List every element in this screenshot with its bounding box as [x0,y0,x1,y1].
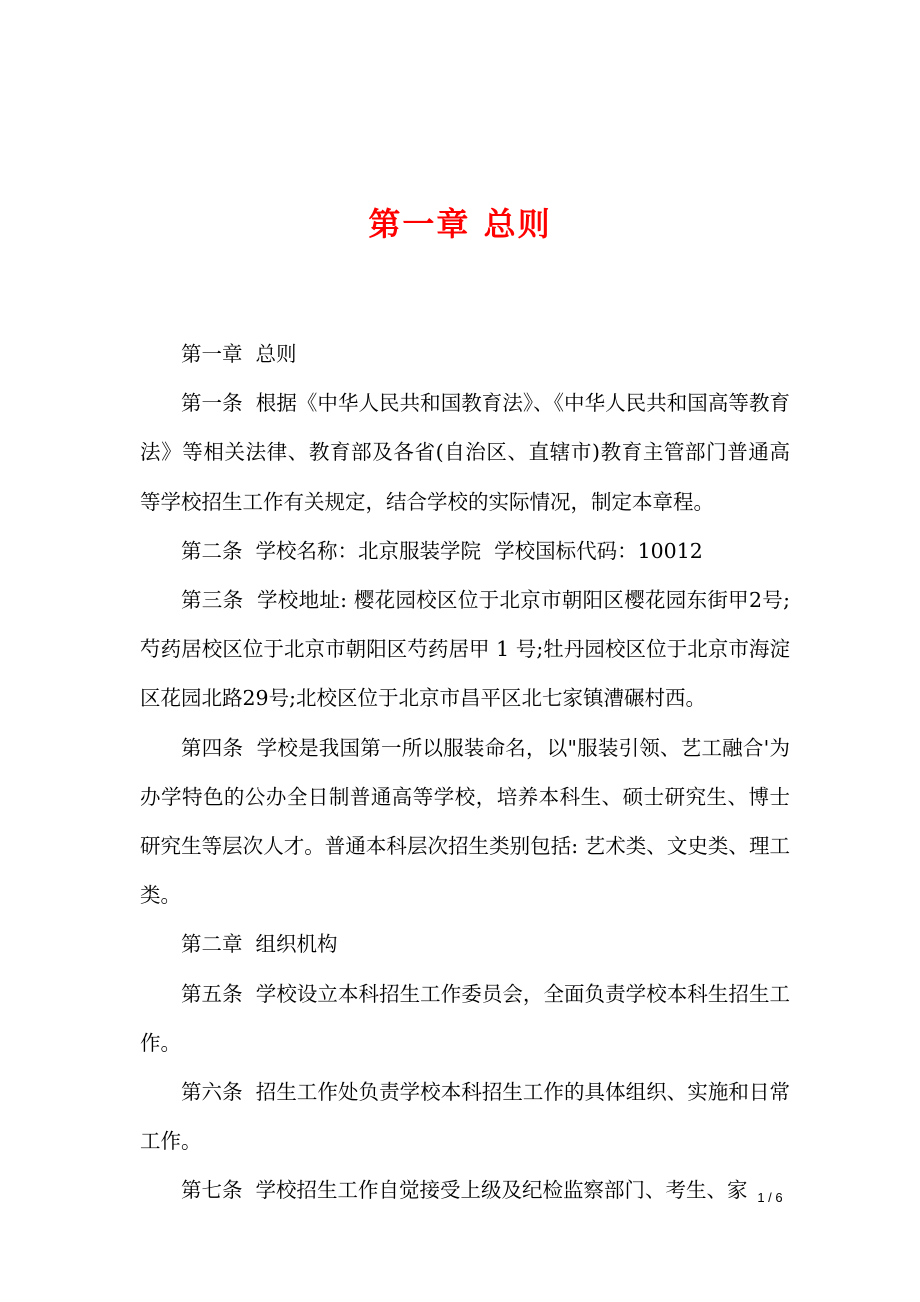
page-number: 1 / 6 [757,1190,783,1205]
paragraph-article-6: 第六条 招生工作处负责学校本科招生工作的具体组织、实施和日常工作。 [140,1080,790,1154]
paragraph-article-3: 第三条 学校地址: 樱花园校区位于北京市朝阳区樱花园东街甲2号;芍药居校区位于北京市朝阳区芍药居甲 1 号;牡丹园校区位于北京市海淀区花园北路29号;北校区位于北京市昌平区北七家镇漕碾村西。 [140,588,790,711]
document-body [140,330,790,1216]
paragraph-article-7: 第七条 学校招生工作自觉接受上级及纪检监察部门、考生、家 [181,1178,748,1203]
paragraph-chapter-1-heading: 第一章 总则 [181,342,297,366]
paragraph-chapter-2-heading: 第二章 组织机构 [181,932,338,957]
paragraph-article-5: 第五条 学校设立本科招生工作委员会，全面负责学校本科生招生工作。 [140,981,790,1055]
paragraph-article-2: 第二条 学校名称：北京服装学院 学校国标代码：10012 [181,538,703,563]
paragraph-article-4: 第四条 学校是我国第一所以服装命名，以"服装引领、艺工融合'为办学特色的公办全日制普通高等学校，培养本科生、硕士研究生、博士研究生等层次人才。普通本科层次招生类别包括: 艺术类、文史类、理工类。 [140,735,790,908]
page-title: 第一章 总则 [368,205,552,243]
paragraph-article-1: 第一条 根据《中华人民共和国教育法》、《中华人民共和国高等教育法》等相关法律、教育部及各省(自治区、直辖市)教育主管部门普通高等学校招生工作有关规定，结合学校的实际情况，制定本章程。 [140,391,790,514]
